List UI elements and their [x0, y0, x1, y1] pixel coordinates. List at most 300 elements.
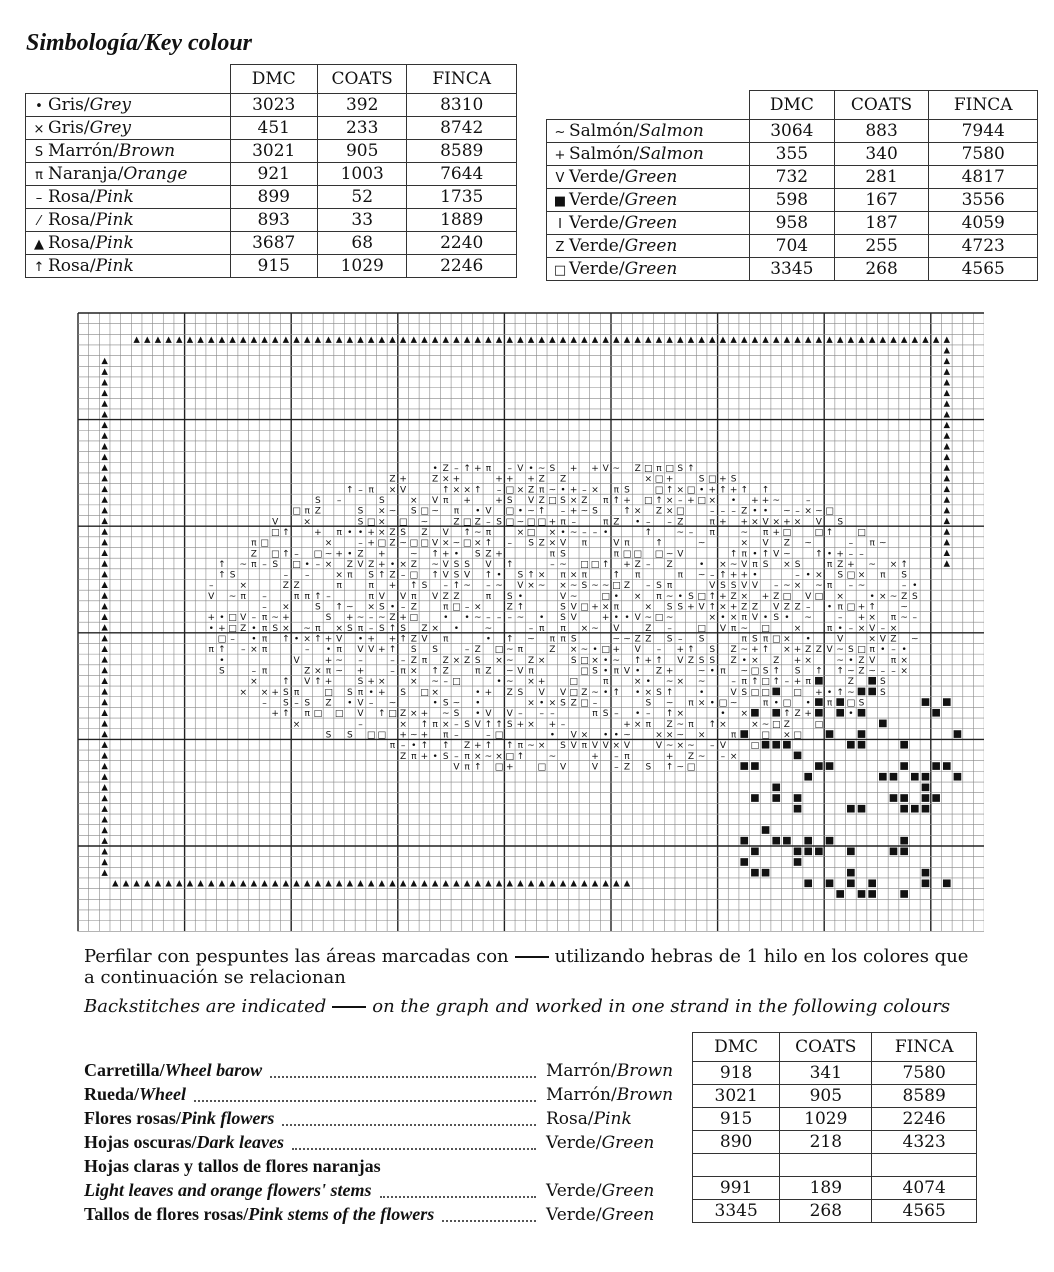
svg-text:□: □	[644, 495, 653, 506]
svg-text:π: π	[357, 687, 364, 698]
label-en: Wheel barow	[164, 1060, 263, 1080]
svg-text:×: ×	[495, 655, 503, 666]
svg-text:□: □	[452, 677, 461, 688]
svg-text:Z: Z	[421, 527, 428, 538]
svg-text:+: +	[644, 655, 653, 666]
svg-text:•: •	[762, 613, 769, 624]
svg-text:S: S	[688, 591, 694, 602]
svg-text:↑: ↑	[282, 527, 290, 538]
color-es: Verde/	[546, 1181, 602, 1201]
svg-text:π: π	[752, 559, 758, 570]
svg-text:S: S	[314, 495, 321, 506]
svg-text:×: ×	[633, 719, 642, 730]
color-es: Marrón/	[546, 1085, 617, 1105]
svg-text:π: π	[688, 698, 694, 709]
svg-text:~: ~	[473, 527, 482, 538]
dmc-code: 890	[693, 1131, 780, 1154]
svg-text:S: S	[837, 570, 844, 581]
svg-text:–: –	[848, 538, 854, 549]
svg-text:~: ~	[591, 623, 599, 634]
svg-text:–: –	[880, 666, 886, 677]
svg-text:+: +	[623, 559, 631, 570]
svg-text:Z: Z	[805, 645, 812, 656]
svg-text:↑: ↑	[836, 687, 844, 698]
svg-text:□: □	[292, 559, 301, 570]
svg-text:~: ~	[783, 549, 791, 560]
coats-code: 233	[317, 117, 406, 140]
color-en: Green	[601, 1181, 655, 1201]
svg-text:π: π	[762, 527, 769, 538]
svg-text:Z: Z	[325, 698, 332, 709]
dmc-code: 598	[750, 189, 835, 212]
svg-text:+: +	[441, 549, 450, 560]
svg-text:S: S	[357, 677, 364, 688]
svg-text:~: ~	[410, 730, 418, 741]
svg-text:+: +	[729, 602, 738, 613]
svg-text:□: □	[334, 709, 344, 720]
svg-text:+: +	[324, 655, 333, 666]
dmc-code: 355	[750, 143, 835, 166]
dash-icon: –	[35, 191, 43, 206]
svg-text:V: V	[655, 741, 663, 752]
svg-text:π: π	[485, 591, 492, 602]
svg-text:–: –	[486, 517, 491, 528]
coats-code: 905	[317, 140, 406, 163]
svg-text:~: ~	[431, 506, 439, 517]
svg-text:Z: Z	[570, 698, 577, 709]
svg-text:↑: ↑	[282, 549, 290, 560]
color-name-en: Pink	[95, 233, 134, 253]
svg-text:π: π	[837, 602, 843, 613]
svg-text:↑: ↑	[868, 602, 876, 613]
svg-text:Z: Z	[687, 751, 695, 762]
svg-text:π: π	[549, 549, 556, 560]
svg-text:π: π	[251, 559, 257, 570]
svg-text:π: π	[762, 698, 769, 709]
svg-text:+: +	[623, 719, 631, 730]
svg-text:×: ×	[282, 602, 290, 613]
dmc-code: 899	[230, 186, 317, 209]
svg-text:□: □	[526, 517, 536, 528]
svg-text:□: □	[366, 730, 376, 741]
finca-code: 8589	[407, 140, 517, 163]
color-es: Rosa/	[546, 1109, 594, 1129]
svg-text:↑: ↑	[495, 719, 503, 730]
svg-text:□: □	[793, 687, 802, 698]
svg-text:+: +	[729, 570, 738, 581]
svg-text:~: ~	[516, 517, 525, 528]
backstitch-row	[84, 1204, 434, 1225]
svg-text:×: ×	[250, 677, 258, 688]
svg-text:–: –	[805, 495, 811, 506]
svg-text:S: S	[698, 634, 705, 645]
svg-text:Z: Z	[741, 506, 748, 517]
svg-text:□: □	[494, 762, 504, 773]
svg-text:+: +	[569, 463, 578, 474]
svg-text:×: ×	[367, 602, 375, 613]
svg-text:S: S	[464, 559, 470, 570]
svg-text:×: ×	[441, 538, 450, 549]
svg-text:•: •	[453, 549, 460, 560]
leader-dots	[194, 1100, 536, 1102]
svg-text:~: ~	[495, 581, 503, 592]
leader-dots	[282, 1124, 536, 1126]
svg-text:↑: ↑	[441, 741, 450, 752]
svg-text:↑: ↑	[484, 719, 493, 730]
key-color-name	[547, 166, 750, 189]
svg-text:π: π	[613, 666, 620, 677]
svg-text:□: □	[580, 559, 589, 570]
svg-text:□: □	[420, 506, 429, 517]
svg-text:~: ~	[527, 741, 535, 752]
svg-text:–: –	[848, 549, 854, 560]
svg-text:↑: ↑	[772, 666, 781, 677]
svg-text:π: π	[443, 634, 449, 645]
svg-text:•: •	[603, 730, 609, 741]
separator: /	[117, 164, 124, 184]
svg-text:~: ~	[399, 538, 407, 549]
up-arrow-icon: ↑	[33, 260, 45, 275]
svg-text:Z: Z	[634, 559, 641, 570]
svg-text:•: •	[539, 613, 545, 624]
svg-text:S: S	[624, 485, 630, 496]
svg-text:–: –	[528, 623, 534, 634]
svg-text:+: +	[218, 623, 226, 634]
svg-text:□: □	[846, 602, 856, 613]
svg-text:×: ×	[708, 495, 717, 506]
svg-text:□: □	[686, 762, 696, 773]
svg-text:–: –	[507, 613, 512, 624]
svg-text:Z: Z	[549, 645, 556, 656]
svg-text:•: •	[389, 602, 396, 613]
svg-text:π: π	[613, 602, 620, 613]
svg-text:–: –	[720, 751, 726, 762]
color-name-es: Marrón	[48, 141, 113, 161]
svg-text:×: ×	[804, 506, 812, 517]
svg-text:×: ×	[537, 570, 546, 581]
key-color-name	[26, 209, 231, 232]
svg-text:S: S	[410, 506, 417, 517]
finca-code: 1735	[407, 186, 517, 209]
svg-text:•: •	[826, 602, 833, 613]
svg-text:+: +	[463, 495, 471, 506]
svg-text:Z: Z	[474, 645, 481, 656]
finca-code: 7944	[929, 120, 1038, 143]
svg-text:×: ×	[527, 677, 535, 688]
svg-text:•: •	[517, 591, 524, 602]
svg-text:•: •	[624, 613, 630, 624]
backstitch-label	[84, 1204, 434, 1224]
svg-text:+: +	[772, 527, 781, 538]
svg-text:S: S	[357, 517, 364, 528]
svg-text:V: V	[698, 602, 705, 613]
svg-text:π: π	[261, 623, 268, 634]
svg-text:↑: ↑	[516, 751, 525, 762]
svg-text:~: ~	[729, 698, 738, 709]
svg-text:+: +	[591, 751, 599, 762]
svg-text:□: □	[846, 570, 856, 581]
key-header-coats: COATS	[834, 91, 929, 120]
svg-text:Z: Z	[794, 602, 801, 613]
svg-text:S: S	[762, 559, 769, 570]
svg-text:π: π	[880, 570, 886, 581]
svg-text:V: V	[602, 741, 609, 752]
label-es: Flores rosas/	[84, 1108, 181, 1128]
svg-text:π: π	[613, 549, 620, 560]
finca-code: 4723	[929, 235, 1038, 258]
svg-text:~: ~	[410, 549, 418, 560]
coats-code: 52	[317, 186, 406, 209]
svg-text:+: +	[804, 709, 812, 720]
svg-text:+: +	[548, 719, 557, 730]
svg-text:+: +	[793, 677, 802, 688]
svg-text:π: π	[890, 655, 897, 666]
svg-text:↑: ↑	[612, 495, 621, 506]
svg-text:↑: ↑	[399, 634, 407, 645]
svg-text:π: π	[293, 591, 300, 602]
svg-text:~: ~	[623, 634, 631, 645]
svg-text:π: π	[656, 591, 662, 602]
color-name-en: Salmon	[639, 144, 704, 164]
backstitch-label	[84, 1060, 262, 1080]
svg-text:–: –	[507, 463, 512, 474]
dmc-code: 3023	[230, 94, 317, 117]
svg-text:□: □	[750, 741, 760, 752]
backstitch-color	[546, 1061, 673, 1081]
svg-text:□: □	[324, 687, 333, 698]
svg-text:+: +	[591, 463, 599, 474]
svg-text:×: ×	[740, 591, 749, 602]
svg-text:Z: Z	[773, 591, 780, 602]
svg-text:•: •	[634, 517, 641, 528]
backstitch-code-row	[693, 1108, 977, 1131]
backstitch-code-row	[693, 1154, 977, 1177]
svg-text:–: –	[496, 613, 502, 624]
svg-text:•: •	[347, 549, 353, 560]
svg-text:↑: ↑	[665, 762, 674, 773]
svg-text:–: –	[646, 517, 651, 528]
svg-text:π: π	[602, 517, 609, 528]
svg-text:+: +	[815, 687, 823, 698]
svg-text:↑: ↑	[612, 687, 621, 698]
svg-text:•: •	[368, 687, 374, 698]
dmc-code: 918	[693, 1062, 780, 1085]
color-en: Brown	[616, 1061, 674, 1081]
svg-text:↑: ↑	[665, 709, 674, 720]
color-name-en: Orange	[123, 164, 188, 184]
coats-code: 905	[780, 1085, 872, 1108]
svg-text:•: •	[496, 677, 502, 688]
svg-text:•: •	[347, 527, 353, 538]
finca-code: 4323	[872, 1131, 977, 1154]
svg-text:π: π	[443, 495, 449, 506]
svg-text:□: □	[771, 719, 781, 730]
svg-text:□: □	[462, 538, 472, 549]
svg-text:□: □	[377, 538, 387, 549]
svg-text:–: –	[518, 709, 523, 720]
svg-text:V: V	[453, 762, 460, 773]
svg-text:×: ×	[527, 719, 535, 730]
svg-text:π: π	[581, 538, 588, 549]
svg-text:–: –	[507, 538, 512, 549]
svg-text:Z: Z	[901, 591, 908, 602]
svg-text:+: +	[751, 645, 759, 656]
key-header-blank	[26, 65, 231, 94]
key-color-name	[547, 143, 750, 166]
svg-text:V: V	[559, 687, 567, 698]
svg-text:×: ×	[527, 698, 535, 709]
svg-text:↑: ↑	[537, 506, 546, 517]
svg-text:V: V	[762, 538, 769, 549]
svg-text:□: □	[505, 751, 514, 762]
separator: /	[633, 121, 640, 141]
svg-text:Z: Z	[645, 623, 652, 634]
svg-text:×: ×	[431, 687, 439, 698]
svg-text:S: S	[357, 506, 364, 517]
svg-text:~: ~	[580, 645, 589, 656]
svg-text:•: •	[251, 623, 257, 634]
svg-text:Z: Z	[400, 751, 407, 762]
svg-text:↑: ↑	[505, 634, 514, 645]
label-en: Pink stems of the flowers	[248, 1204, 435, 1224]
coats-code: 189	[780, 1177, 872, 1200]
svg-text:~: ~	[569, 581, 578, 592]
svg-text:×: ×	[441, 719, 450, 730]
svg-text:–: –	[582, 527, 587, 538]
svg-text:~: ~	[676, 527, 685, 538]
svg-text:Z: Z	[613, 517, 620, 528]
svg-text:~: ~	[740, 527, 749, 538]
svg-text:π: π	[336, 581, 342, 592]
svg-text:–: –	[805, 602, 811, 613]
coats-code: 268	[834, 258, 929, 281]
svg-text:↑: ↑	[783, 709, 791, 720]
svg-text:×: ×	[676, 741, 685, 752]
svg-text:S: S	[506, 591, 513, 602]
leader-dots	[380, 1196, 536, 1198]
svg-text:+: +	[388, 581, 397, 592]
svg-text:•: •	[784, 613, 790, 624]
color-name-es: Verde	[569, 236, 619, 256]
svg-text:~: ~	[537, 581, 546, 592]
coats-code: 255	[834, 235, 929, 258]
svg-text:×: ×	[250, 645, 258, 656]
svg-text:□: □	[580, 602, 589, 613]
svg-text:Z: Z	[527, 655, 535, 666]
dmc-code: 3064	[750, 120, 835, 143]
svg-text:–: –	[614, 762, 619, 773]
svg-text:S: S	[762, 666, 769, 677]
svg-text:×: ×	[676, 677, 685, 688]
svg-text:×: ×	[410, 709, 418, 720]
svg-text:×: ×	[665, 730, 674, 741]
svg-text:×: ×	[292, 719, 301, 730]
svg-text:□: □	[814, 527, 824, 538]
svg-text:π: π	[411, 591, 417, 602]
color-en: Brown	[616, 1085, 674, 1105]
svg-text:×: ×	[751, 655, 759, 666]
svg-text:~: ~	[388, 506, 397, 517]
svg-text:V: V	[623, 741, 631, 752]
color-name-en: Green	[624, 167, 678, 187]
svg-text:–: –	[240, 645, 246, 656]
svg-text:×: ×	[548, 538, 557, 549]
svg-text:S: S	[741, 687, 748, 698]
svg-text:Z: Z	[368, 559, 375, 570]
backstitch-row	[84, 1108, 274, 1129]
svg-text:S: S	[442, 698, 449, 709]
svg-text:π: π	[293, 687, 300, 698]
color-es: Verde/	[546, 1205, 602, 1225]
svg-text:S: S	[602, 709, 609, 720]
separator: /	[618, 213, 625, 233]
svg-text:↑: ↑	[719, 570, 727, 581]
svg-text:V: V	[485, 506, 492, 517]
svg-text:–: –	[667, 623, 672, 634]
svg-text:S: S	[219, 666, 225, 677]
svg-text:□: □	[750, 687, 760, 698]
svg-text:π: π	[560, 623, 566, 634]
backstitch-row	[84, 1180, 372, 1201]
svg-text:↑: ↑	[282, 634, 290, 645]
svg-text:π: π	[805, 677, 811, 688]
svg-text:–: –	[464, 602, 470, 613]
svg-text:~: ~	[612, 463, 621, 474]
svg-text:↑: ↑	[644, 527, 653, 538]
svg-text:•: •	[560, 485, 566, 496]
svg-text:–: –	[837, 613, 843, 624]
svg-text:~: ~	[676, 730, 685, 741]
svg-text:•: •	[805, 634, 811, 645]
svg-text:↑: ↑	[218, 645, 226, 656]
svg-text:~: ~	[804, 613, 812, 624]
key-row	[26, 94, 517, 117]
svg-text:~: ~	[591, 687, 599, 698]
svg-text:□: □	[644, 463, 653, 474]
key-header-row	[547, 91, 1038, 120]
svg-text:+: +	[324, 677, 333, 688]
svg-text:↑: ↑	[314, 677, 322, 688]
key-row	[547, 143, 1038, 166]
svg-text:~: ~	[836, 655, 844, 666]
svg-text:•: •	[528, 463, 534, 474]
svg-text:×: ×	[900, 655, 908, 666]
dmc-code: 3021	[230, 140, 317, 163]
svg-text:•: •	[634, 666, 641, 677]
svg-text:+: +	[527, 474, 535, 485]
svg-text:π: π	[357, 623, 364, 634]
svg-text:S: S	[794, 559, 801, 570]
svg-text:S: S	[453, 570, 460, 581]
svg-text:–: –	[358, 655, 363, 666]
color-name-es: Verde	[569, 213, 619, 233]
svg-text:□: □	[708, 474, 717, 485]
svg-text:S: S	[272, 623, 279, 634]
svg-text:π: π	[826, 559, 833, 570]
svg-text:S: S	[656, 687, 662, 698]
svg-text:π: π	[368, 485, 374, 496]
svg-text:+: +	[420, 709, 429, 720]
svg-text:×: ×	[378, 506, 386, 517]
svg-text:Z: Z	[666, 719, 673, 730]
svg-text:π: π	[464, 751, 470, 762]
color-name-es: Rosa	[48, 233, 90, 253]
coats-code: 218	[780, 1131, 872, 1154]
svg-text:V: V	[432, 591, 439, 602]
svg-text:S: S	[378, 623, 385, 634]
svg-text:~: ~	[697, 538, 706, 549]
svg-text:↑: ↑	[463, 527, 471, 538]
